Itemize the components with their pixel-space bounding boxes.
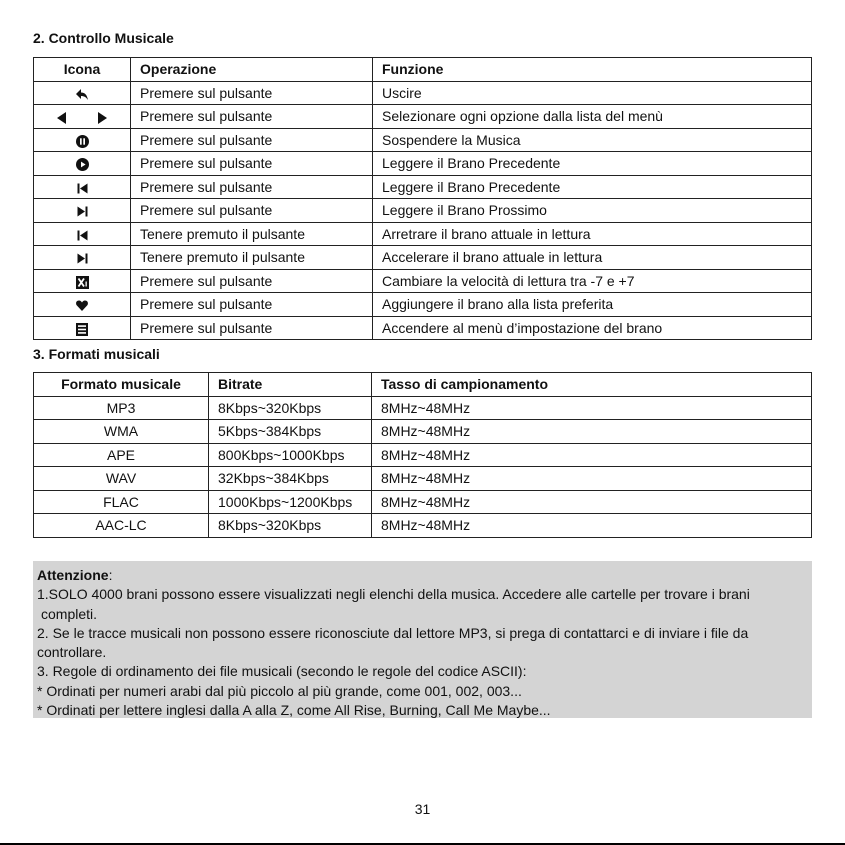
next-track-icon (77, 206, 88, 217)
sample-rate-cell: 8MHz~48MHz (372, 467, 812, 491)
function-cell: Aggiungere il brano alla lista preferita (373, 293, 812, 317)
note-label: Attenzione (37, 567, 109, 583)
pause-circle-icon (76, 135, 89, 148)
icon-cell (34, 293, 131, 317)
table-row (34, 222, 812, 246)
play-circle-icon (76, 158, 89, 171)
format-cell: WMA (34, 420, 209, 444)
function-cell: Leggere il Brano Precedente (373, 175, 812, 199)
table-row (34, 246, 812, 270)
operation-cell: Tenere premuto il pulsante (131, 222, 373, 246)
speed-x-icon (76, 276, 89, 289)
table-row (34, 175, 812, 199)
table-row (34, 105, 812, 129)
left-right-arrows-icon (57, 112, 107, 124)
format-cell: MP3 (34, 396, 209, 420)
function-cell: Leggere il Brano Precedente (373, 152, 812, 176)
format-cell: WAV (34, 467, 209, 491)
bitrate-cell: 1000Kbps~1200Kbps (209, 490, 372, 514)
note-line: completi. (41, 605, 98, 622)
table-row (34, 316, 812, 340)
table-row (34, 152, 812, 176)
bitrate-cell: 8Kbps~320Kbps (209, 396, 372, 420)
function-cell: Cambiare la velocità di lettura tra -7 e +7 (373, 269, 812, 293)
attention-note (33, 561, 812, 718)
table-row (34, 199, 812, 223)
note-line: 1.SOLO 4000 brani possono essere visualizzati negli elenchi della musica. Accedere alle cartelle per trovare i brani (37, 586, 750, 603)
table-row (34, 467, 812, 491)
section-3-title: 3. Formati musicali (33, 346, 160, 362)
function-cell: Accelerare il brano attuale in lettura (373, 246, 812, 270)
heart-icon (76, 300, 88, 311)
back-arrow-icon (75, 88, 89, 101)
icon-cell (34, 269, 131, 293)
table-row (34, 128, 812, 152)
icon-cell (34, 175, 131, 199)
icon-cell (34, 105, 131, 129)
format-cell: AAC-LC (34, 514, 209, 538)
operation-cell: Premere sul pulsante (131, 152, 373, 176)
function-cell: Sospendere la Musica (373, 128, 812, 152)
bitrate-cell: 800Kbps~1000Kbps (209, 443, 372, 467)
function-cell: Arretrare il brano attuale in lettura (373, 222, 812, 246)
icon-cell (34, 222, 131, 246)
sample-rate-cell: 8MHz~48MHz (372, 490, 812, 514)
operation-cell: Premere sul pulsante (131, 105, 373, 129)
icon-cell (34, 199, 131, 223)
function-cell: Selezionare ogni opzione dalla lista del menù (373, 105, 812, 129)
bitrate-cell: 5Kbps~384Kbps (209, 420, 372, 444)
page-number: 31 (414, 801, 431, 817)
operation-cell: Premere sul pulsante (131, 128, 373, 152)
operation-cell: Premere sul pulsante (131, 293, 373, 317)
note-line: controllare. (37, 644, 107, 661)
next-track-icon (77, 253, 88, 264)
table-row (34, 396, 812, 420)
note-heading (37, 566, 808, 585)
table-row (34, 514, 812, 538)
sample-rate-cell: 8MHz~48MHz (372, 396, 812, 420)
format-cell: FLAC (34, 490, 209, 514)
header-funzione: Funzione (373, 58, 812, 82)
icon-cell (34, 152, 131, 176)
previous-track-icon (77, 230, 88, 241)
function-cell: Leggere il Brano Prossimo (373, 199, 812, 223)
table-row (34, 490, 812, 514)
operation-cell: Premere sul pulsante (131, 316, 373, 340)
music-control-table (33, 57, 812, 340)
table-row (34, 443, 812, 467)
icon-cell (34, 128, 131, 152)
bitrate-cell: 8Kbps~320Kbps (209, 514, 372, 538)
operation-cell: Premere sul pulsante (131, 199, 373, 223)
header-formato: Formato musicale (34, 373, 209, 397)
note-line: * Ordinati per numeri arabi dal più piccolo al più grande, come 001, 002, 003... (37, 682, 522, 699)
table-header-row (34, 373, 812, 397)
bitrate-cell: 32Kbps~384Kbps (209, 467, 372, 491)
table-row (34, 293, 812, 317)
operation-cell: Tenere premuto il pulsante (131, 246, 373, 270)
header-tasso: Tasso di campionamento (372, 373, 812, 397)
header-icona: Icona (34, 58, 131, 82)
music-formats-table (33, 372, 812, 538)
table-row (34, 81, 812, 105)
previous-track-icon (77, 183, 88, 194)
note-line: 2. Se le tracce musicali non possono essere riconosciute dal lettore MP3, si prega di contattarci e di inviare i file da (37, 624, 749, 641)
icon-cell (34, 81, 131, 105)
function-cell: Accendere al menù d’impostazione del brano (373, 316, 812, 340)
table-header-row (34, 58, 812, 82)
function-cell: Uscire (373, 81, 812, 105)
sample-rate-cell: 8MHz~48MHz (372, 514, 812, 538)
table-row (34, 420, 812, 444)
table-row (34, 269, 812, 293)
menu-list-icon (76, 323, 88, 336)
header-bitrate: Bitrate (209, 373, 372, 397)
section-2-title: 2. Controllo Musicale (33, 30, 174, 46)
operation-cell: Premere sul pulsante (131, 269, 373, 293)
operation-cell: Premere sul pulsante (131, 81, 373, 105)
icon-cell (34, 316, 131, 340)
note-line: 3. Regole di ordinamento dei file musicali (secondo le regole del codice ASCII): (37, 663, 527, 680)
note-colon: : (108, 567, 113, 583)
sample-rate-cell: 8MHz~48MHz (372, 443, 812, 467)
format-cell: APE (34, 443, 209, 467)
header-operazione: Operazione (131, 58, 373, 82)
icon-cell (34, 246, 131, 270)
sample-rate-cell: 8MHz~48MHz (372, 420, 812, 444)
note-line: * Ordinati per lettere inglesi dalla A alla Z, come All Rise, Burning, Call Me Maybe... (37, 702, 551, 719)
operation-cell: Premere sul pulsante (131, 175, 373, 199)
